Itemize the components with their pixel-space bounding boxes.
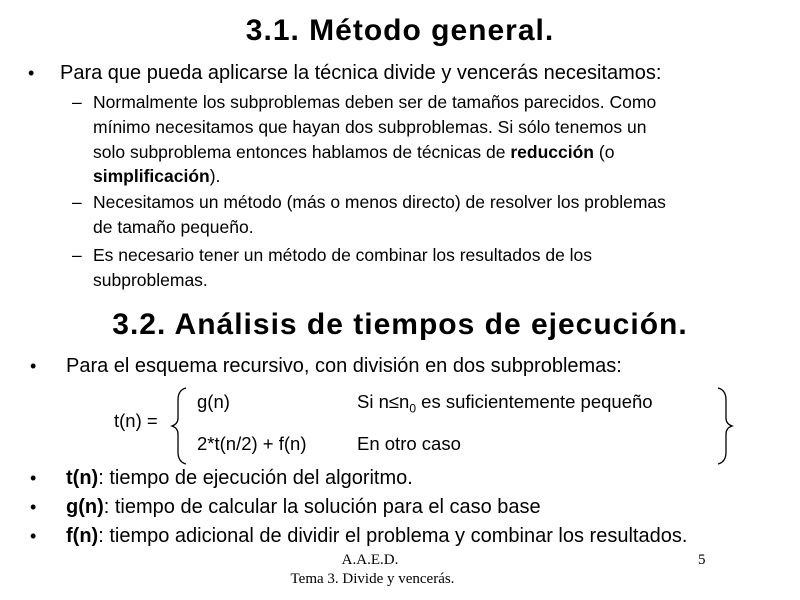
- subitem-1-line-4: simplificación).: [93, 166, 221, 187]
- subitem-2-line-1: Necesitamos un método (más o menos directo) de resolver los problemas: [93, 192, 666, 212]
- dash-icon: –: [72, 92, 82, 112]
- subitem-1-line-1: Normalmente los subproblemas deben ser de tamaños parecidos. Como: [93, 92, 657, 112]
- case2-condition: En otro caso: [357, 433, 461, 454]
- subitem-1: [93, 90, 656, 189]
- subitem-2-line-2: de tamaño pequeño.: [93, 216, 254, 237]
- case2-expr: 2*t(n/2) + f(n): [197, 433, 307, 454]
- definition-g: g(n): tiempo de calcular la solución para el caso base: [66, 496, 541, 518]
- term-simplificacion: simplificación: [93, 166, 210, 187]
- subitem-3: [93, 243, 592, 293]
- bullet-icon: •: [30, 497, 37, 517]
- section1-title: 3.1. Método general.: [245, 14, 555, 47]
- bullet-icon: •: [28, 63, 35, 83]
- footer-topic: Tema 3. Divide y vencerás.: [290, 571, 455, 587]
- footer-course: A.A.E.D.: [341, 552, 399, 568]
- bullet-icon: •: [30, 468, 37, 488]
- definition-t: t(n): tiempo de ejecución del algoritmo.: [66, 467, 413, 489]
- dash-icon: –: [72, 245, 82, 265]
- case1-condition: Si $n\le n_0$ es suficientemente pequeño: [357, 391, 653, 416]
- section2-title: 3.2. Análisis de tiempos de ejecución.: [112, 308, 688, 341]
- subitem-2: [93, 190, 666, 240]
- term-reduccion: reducción: [510, 141, 594, 162]
- bullet-icon: •: [30, 526, 37, 546]
- section1-bullet: Para que pueda aplicarse la técnica divide y vencerás necesitamos:: [60, 62, 662, 84]
- definition-f: f(n): tiempo adicional de dividir el problema y combinar los resultados.: [66, 525, 688, 547]
- dash-icon: –: [72, 192, 82, 212]
- formula-lhs: t(n) =: [114, 410, 158, 431]
- section2-bullet: Para el esquema recursivo, con división en dos subproblemas:: [66, 355, 622, 377]
- subitem-1-line-3: solo subproblema entonces hablamos de técnicas de reducción (o: [93, 141, 615, 162]
- page-number: 5: [698, 552, 706, 568]
- subitem-3-line-2: subproblemas.: [93, 269, 208, 290]
- subitem-1-line-2: mínimo necesitamos que hayan dos subproblemas. Si sólo tenemos un: [93, 116, 647, 137]
- subitem-3-line-1: Es necesario tener un método de combinar los resultados de los: [93, 245, 593, 265]
- right-brace-icon: [716, 388, 734, 464]
- left-brace-icon: [170, 388, 188, 464]
- case1-expr: g(n): [197, 391, 230, 412]
- bullet-icon: •: [30, 356, 37, 376]
